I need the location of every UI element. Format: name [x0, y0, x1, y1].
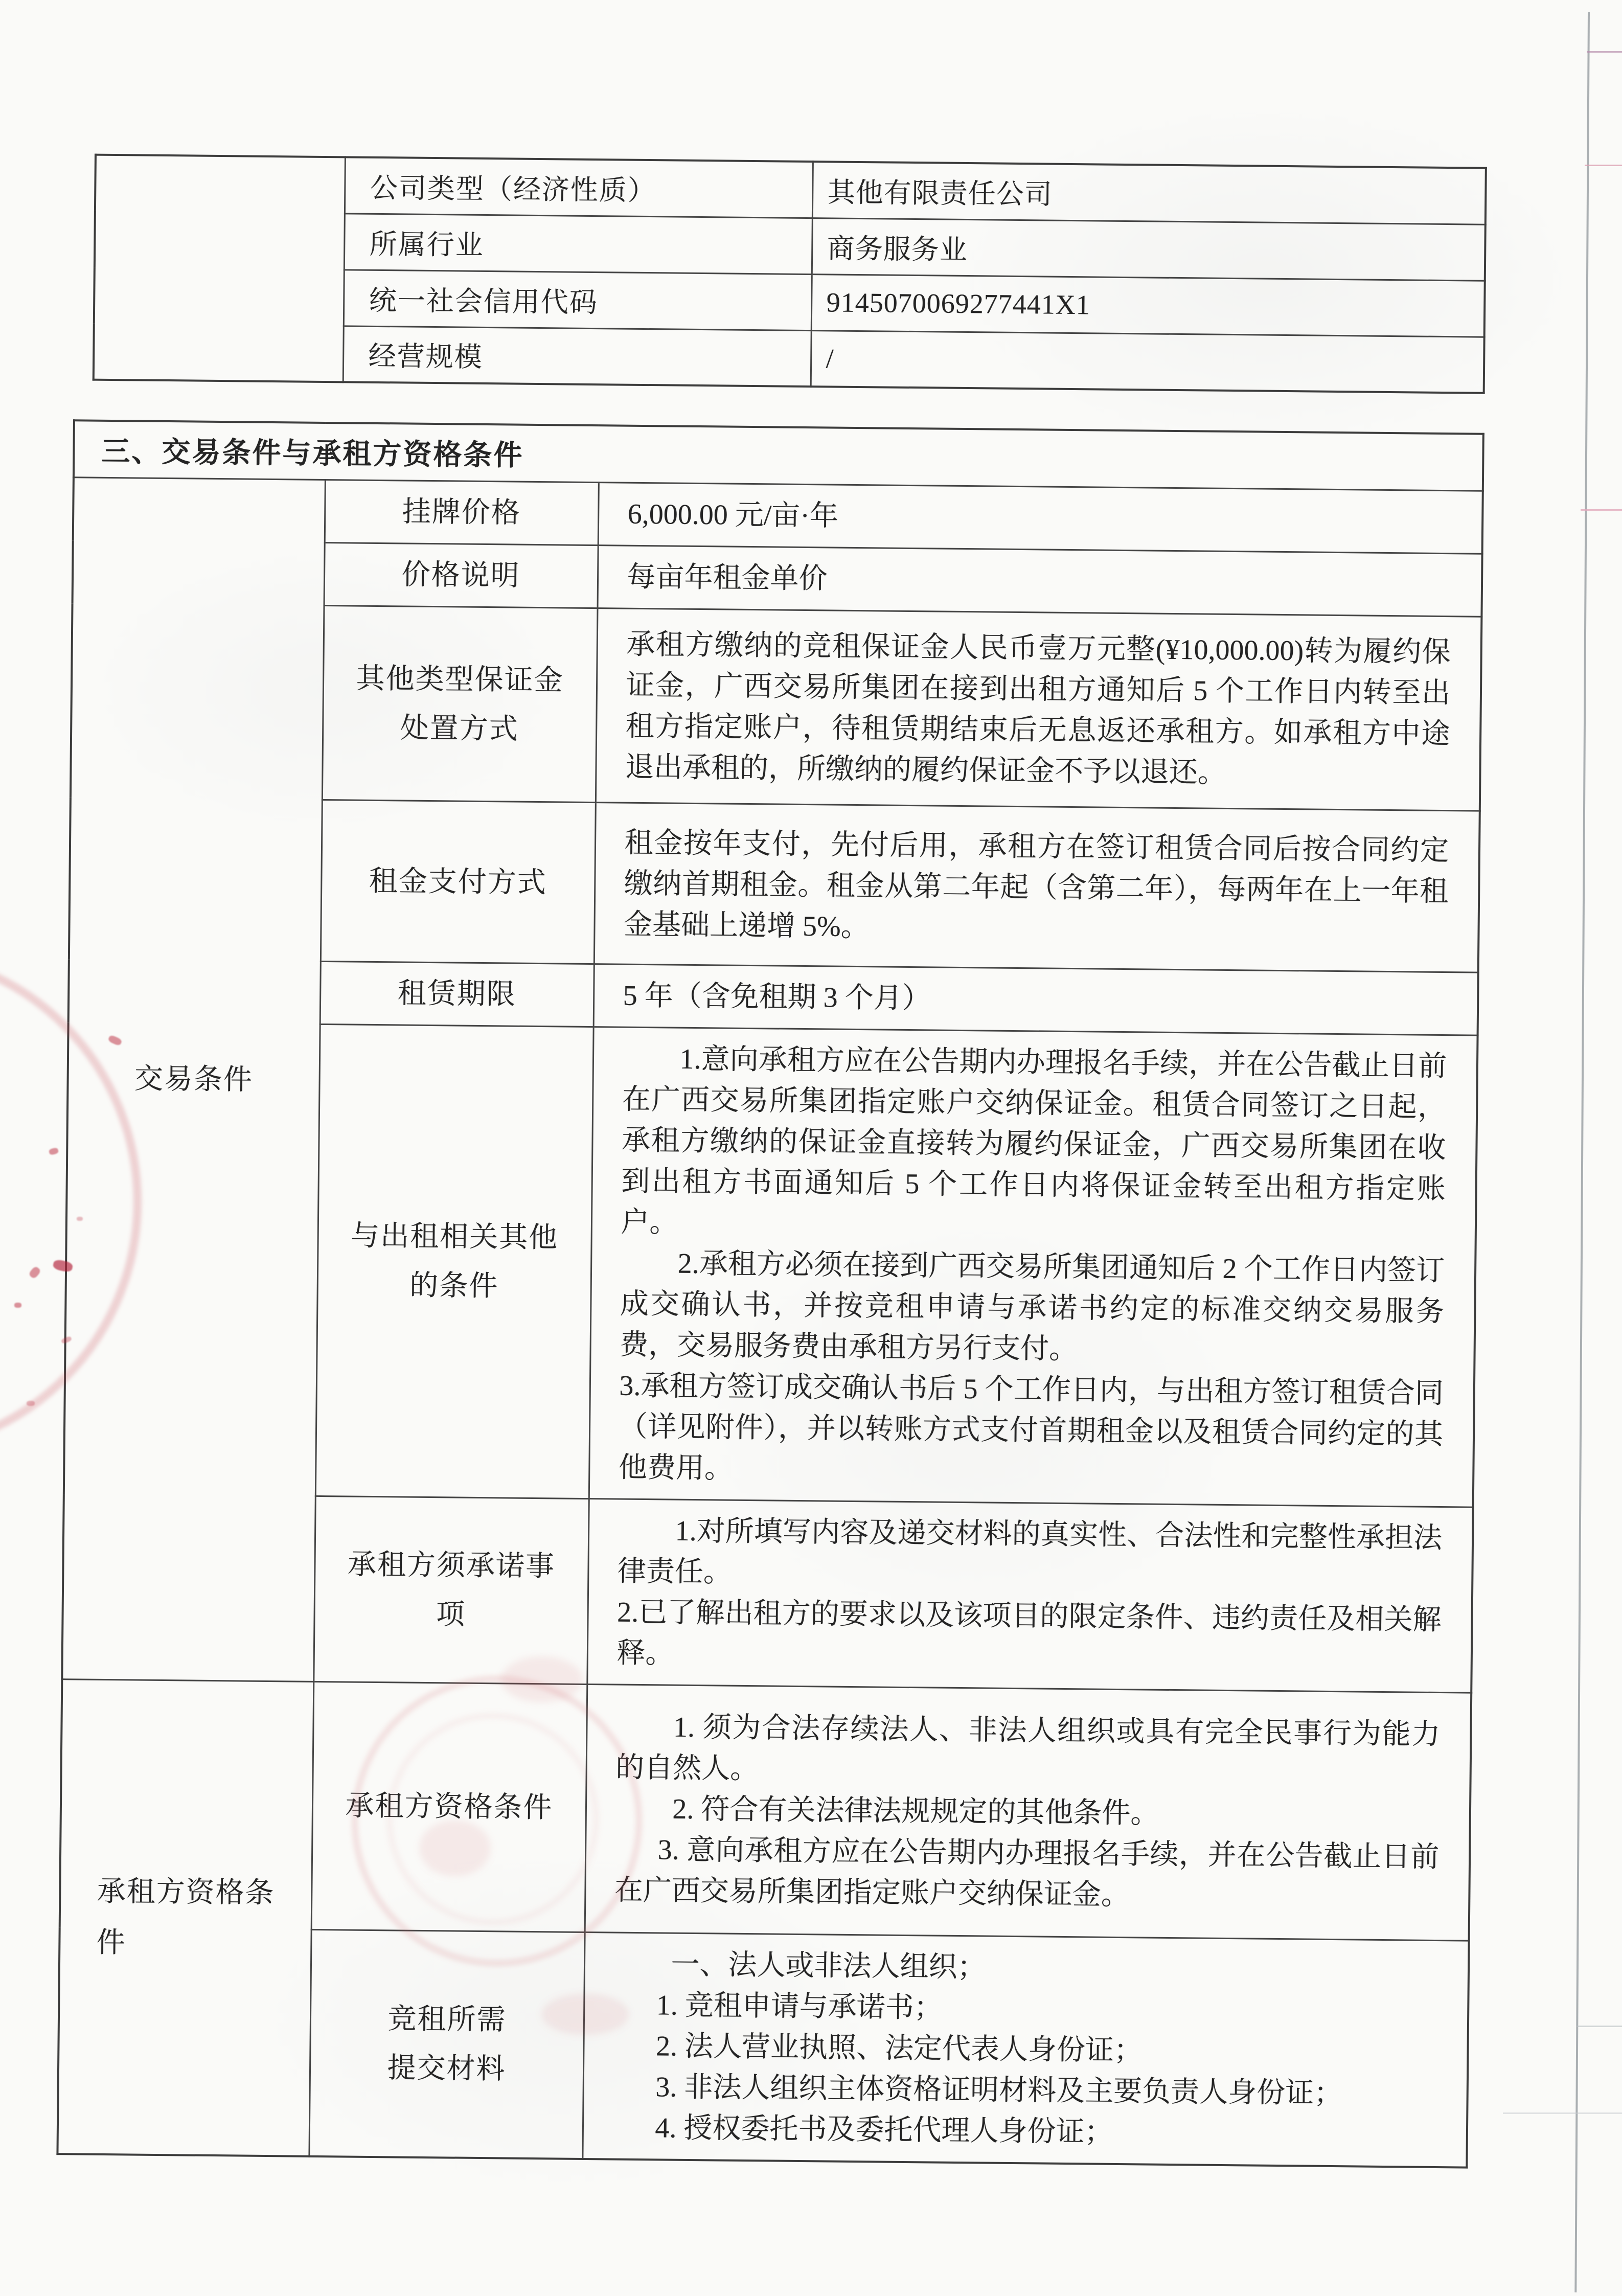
- row-label: [315, 1024, 593, 1498]
- row-label-line: 与出租相关其他: [350, 1220, 559, 1254]
- company-info-table: [93, 154, 1487, 394]
- scan-artifact-tick: [1587, 51, 1622, 53]
- scan-artifact-tick: [1581, 509, 1622, 511]
- row-label: [321, 800, 596, 964]
- main-table-row: [73, 478, 1483, 554]
- content-paragraph: 1. 竞租申请与承诺书；: [656, 1989, 943, 2024]
- row-label: [325, 480, 599, 545]
- content-paragraph: 租金按年支付，先付后用，承租方在签订租赁合同后按合同约定缴纳首期租金。租金从第二年起（含第二年），每两年在上一年租金基础上递增 5%。: [623, 827, 1449, 943]
- content-paragraph: 4. 授权委托书及委托代理人身份证；: [655, 2112, 1113, 2148]
- company-field-value: /: [811, 330, 1484, 393]
- row-label-line: 项: [436, 1599, 466, 1631]
- row-content-cell: [594, 803, 1480, 973]
- row-label-line: 价格说明: [401, 559, 520, 592]
- seal-smudge: [501, 1656, 583, 1702]
- company-field-label: 所属行业: [344, 213, 812, 274]
- company-table-row: [95, 155, 1486, 224]
- scan-artifact-tick: [1585, 165, 1622, 166]
- row-label: [313, 1496, 588, 1684]
- content-paragraph: 5 年（含免租期 3 个月）: [623, 980, 931, 1015]
- main-table-row: [60, 1679, 1472, 1941]
- seal-speck: [14, 1303, 21, 1308]
- content-paragraph: 2. 符合有关法律法规规定的其他条件。: [672, 1793, 1159, 1830]
- company-field-value: 9145070069277441X1: [811, 274, 1485, 337]
- group-label: [96, 1866, 275, 1969]
- row-label: [322, 605, 598, 802]
- company-field-label: 统一社会信用代码: [344, 269, 812, 330]
- row-content-cell: [598, 545, 1482, 617]
- row-label-line: 承租方资格条件: [345, 1790, 553, 1824]
- content-paragraph: 一、法人或非法人组织；: [671, 1948, 986, 1984]
- row-content-cell: [596, 608, 1482, 811]
- content-paragraph: 2.承租方必须在接到广西交易所集团通知后 2 个工作日内签订成交确认书，并按竞租申请与承诺书约定的标准交纳交易服务费，交易服务费由承租方另行支付。: [619, 1247, 1445, 1366]
- row-content-cell: [585, 1685, 1472, 1941]
- row-label-line: 提交材料: [387, 2052, 506, 2085]
- seal-smudge: [419, 1820, 491, 1876]
- content-paragraph: 每亩年租金单价: [627, 561, 828, 595]
- seal-smudge: [542, 1994, 629, 2035]
- seal-speck: [77, 1217, 83, 1221]
- company-field-value: 其他有限责任公司: [812, 162, 1486, 224]
- company-field-value: 商务服务业: [812, 218, 1486, 281]
- row-label-line: 承租方须承诺事: [347, 1549, 556, 1583]
- row-content-cell: [593, 964, 1478, 1036]
- row-content-cell: [587, 1499, 1473, 1693]
- row-label-line: 挂牌价格: [402, 496, 521, 529]
- row-content-cell: [598, 483, 1483, 554]
- section-title: 三、交易条件与承租方资格条件: [74, 420, 1483, 491]
- row-content-cell: [582, 1932, 1469, 2167]
- group-label-line: 交易条件: [134, 1063, 254, 1096]
- row-label-line: 租金支付方式: [369, 865, 547, 899]
- content-paragraph: 1.意向承租方应在公告期内办理报名手续，并在公告截止日前在广西交易所集团指定账户交纳保证金。租赁合同签订之日起，承租方缴纳的保证金直接转为履约保证金，广西交易所集团在收到出租方书面通知后 5 个工作日内将保证金转至出租方指定账户。: [621, 1043, 1447, 1239]
- company-field-label: 公司类型（经济性质）: [345, 157, 813, 218]
- content-paragraph: 3.承租方签订成交确认书后 5 个工作日内，与出租方签订租赁合同（详见附件），并以转账方式支付首期租金以及租赁合同约定的其他费用。: [618, 1370, 1444, 1485]
- company-field-label: 经营规模: [343, 326, 811, 387]
- seal-speck: [27, 1401, 35, 1406]
- row-label-line: 处置方式: [400, 712, 519, 745]
- scan-artifact-tick: [1503, 2112, 1622, 2114]
- row-content-cell: [589, 1027, 1478, 1508]
- company-table-spacer-cell: [94, 155, 345, 382]
- group-label-line: 件: [96, 1926, 126, 1959]
- content-paragraph: 1.对所填写内容及递交材料的真实性、合法性和完整性承担法律责任。: [617, 1515, 1443, 1588]
- row-label: [309, 1929, 584, 2159]
- content-paragraph: 3. 非法人组织主体资格证明材料及主要负责人身份证；: [655, 2071, 1343, 2110]
- scan-artifact-tick: [1577, 2026, 1622, 2027]
- faint-red-seal-center-inner: [387, 1714, 598, 1924]
- content-paragraph: 6,000.00 元/亩·年: [627, 498, 839, 532]
- row-label-line: 竞租所需: [387, 2003, 507, 2036]
- content-paragraph: 2. 法人营业执照、法定代表人身份证；: [655, 2030, 1143, 2067]
- row-label-line: 其他类型保证金: [356, 663, 564, 696]
- row-label: [324, 542, 598, 608]
- content-paragraph: 1. 须为合法存续法人、非法人组织或具有完全民事行为能力的自然人。: [615, 1711, 1441, 1785]
- row-label-line: 的条件: [409, 1269, 499, 1303]
- content-paragraph: 3. 意向承租方应在公告期内办理报名手续，并在公告截止日前在广西交易所集团指定账户交纳保证金。: [614, 1834, 1440, 1912]
- content-paragraph: 2.已了解出租方的要求以及该项目的限定条件、违约责任及相关解释。: [616, 1596, 1442, 1670]
- row-label-line: 租赁期限: [397, 977, 517, 1011]
- group-label-line: 承租方资格条: [97, 1875, 275, 1909]
- content-paragraph: 承租方缴纳的竞租保证金人民币壹万元整(¥10,000.00)转为履约保证金，广西交易所集团在接到出租方通知后 5 个工作日内转至出租方指定账户，待租赁期结束后无息返还承租方。如承租方中途退出承租的，所缴纳的履约保证金不予以退还。: [625, 628, 1451, 789]
- row-label: [320, 961, 594, 1027]
- group-label: [134, 1053, 253, 1105]
- transaction-conditions-table: [56, 419, 1484, 2168]
- group-label-cell: [57, 1679, 313, 2156]
